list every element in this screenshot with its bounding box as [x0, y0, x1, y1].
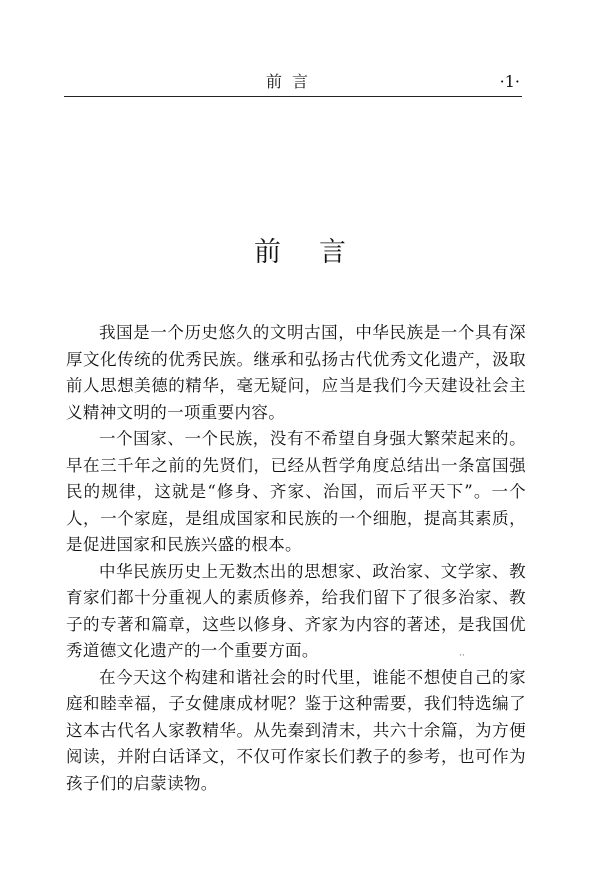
chapter-title: 前言 [254, 237, 384, 268]
paragraph-3: 中华民族历史上无数杰出的思想家、政治家、文学家、教育家们都十分重视人的素质修养，给我们留下了很多治家、教子的专著和篇章，这些以修身、齐家为内容的著述，是我国优秀道德文化遗产的一个重要方面。 [66, 561, 526, 660]
body-text [66, 320, 526, 797]
running-header [64, 72, 520, 94]
scan-speck: ·· [459, 651, 465, 661]
paragraph-2: 一个国家、一个民族，没有不希望自身强大繁荣起来的。早在三千年之前的先贤们，已经从哲学角度总结出一条富国强民的规律，这就是“修身、齐家、治国，而后平天下”。一个人，一个家庭，是组成国家和民族的一个细胞，提高其素质，是促进国家和民族兴盛的根本。 [66, 429, 526, 554]
header-rule [64, 96, 522, 97]
paragraph-1: 我国是一个历史悠久的文明古国，中华民族是一个具有深厚文化传统的优秀民族。继承和弘扬古代优秀文化遗产，汲取前人思想美德的精华，毫无疑问，应当是我们今天建设社会主义精神文明的一项重要内容。 [66, 323, 526, 422]
running-header-title: 前言 [266, 72, 319, 91]
page-number: ·1· [499, 72, 520, 91]
paragraph-4: 在今天这个构建和谐社会的时代里，谁能不想使自己的家庭和睦幸福，子女健康成材呢？鉴于这种需要，我们特选编了这本古代名人家教精华。从先秦到清末，共六十余篇，为方便阅读，并附白话译文，不仅可作家长们教子的参考，也可作为孩子们的启蒙读物。 [66, 667, 526, 793]
